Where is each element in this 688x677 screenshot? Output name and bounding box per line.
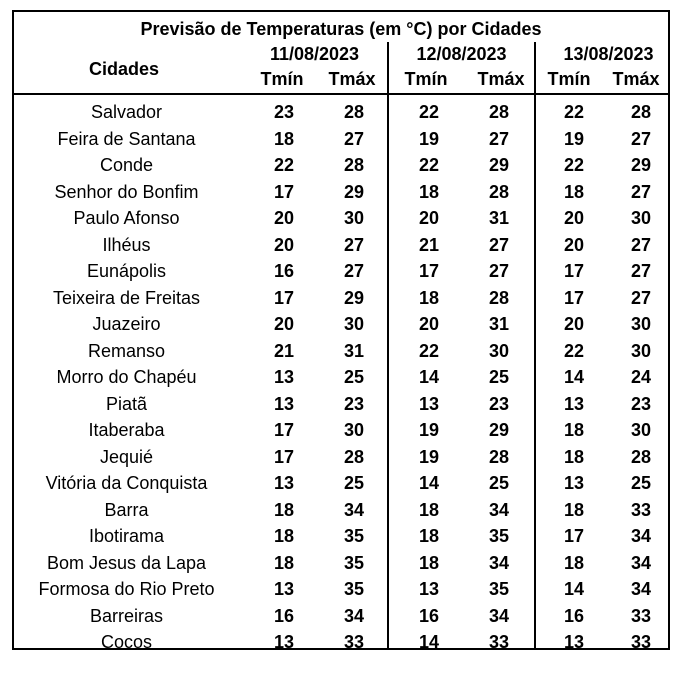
tmax-cell: 34 <box>630 579 652 599</box>
tmin-cell: 14 <box>563 579 585 599</box>
tmax-cell: 34 <box>488 552 510 573</box>
tmax-cell: 25 <box>488 473 510 493</box>
tmin-cell: 18 <box>273 499 295 520</box>
city-name: Juazeiro <box>92 314 161 334</box>
tmin-cell: 20 <box>273 314 295 334</box>
tmax-cell: 27 <box>630 181 652 202</box>
tmin-cell: 19 <box>418 128 440 149</box>
tmin-cell: 22 <box>563 340 585 361</box>
table-row <box>14 497 668 524</box>
header-date-3: 13/08/2023 <box>563 44 654 64</box>
tmax-cell: 30 <box>630 314 652 334</box>
tmax-cell: 30 <box>630 340 652 361</box>
tmax-cell: 28 <box>630 446 652 467</box>
city-name: Senhor do Bonfim <box>54 181 199 202</box>
tmin-cell: 14 <box>563 367 585 387</box>
table-row <box>14 338 668 365</box>
tmin-cell: 13 <box>273 393 295 414</box>
header-tmin-1: Tmín <box>260 69 304 89</box>
table-row <box>14 285 668 312</box>
tmax-cell: 30 <box>343 314 365 334</box>
city-name: Barra <box>104 499 149 520</box>
tmax-cell: 28 <box>343 102 365 122</box>
city-name: Salvador <box>90 102 163 122</box>
tmax-cell: 27 <box>343 261 365 281</box>
tmax-cell: 34 <box>343 499 365 520</box>
tmin-cell: 17 <box>563 287 585 308</box>
tmax-cell: 25 <box>488 367 510 387</box>
tmax-cell: 35 <box>343 552 365 573</box>
header-tmax-3: Tmáx <box>612 69 660 89</box>
tmin-cell: 22 <box>418 155 440 175</box>
tmax-cell: 27 <box>488 128 510 149</box>
tmin-cell: 18 <box>273 526 295 546</box>
tmin-cell: 13 <box>563 632 585 652</box>
tmax-cell: 27 <box>630 234 652 255</box>
tmax-cell: 34 <box>488 605 510 626</box>
tmin-cell: 18 <box>273 128 295 149</box>
table-row <box>14 311 668 338</box>
header-cities: Cidades <box>88 59 160 79</box>
tmin-cell: 20 <box>418 208 440 228</box>
city-name: Ibotirama <box>88 526 165 546</box>
tmin-cell: 19 <box>418 420 440 440</box>
tmin-cell: 18 <box>418 287 440 308</box>
tmax-cell: 33 <box>488 632 510 652</box>
tmin-cell: 18 <box>563 499 585 520</box>
table-row <box>14 179 668 206</box>
tmax-cell: 25 <box>630 473 652 493</box>
table-row <box>14 444 668 471</box>
tmax-cell: 30 <box>630 420 652 440</box>
header-date-1: 11/08/2023 <box>269 44 360 64</box>
city-name: Ilhéus <box>102 234 151 255</box>
tmax-cell: 29 <box>343 181 365 202</box>
tmax-cell: 23 <box>343 393 365 414</box>
tmax-cell: 27 <box>343 128 365 149</box>
tmax-cell: 29 <box>488 420 510 440</box>
tmax-cell: 28 <box>343 155 365 175</box>
tmin-cell: 16 <box>273 605 295 626</box>
tmax-cell: 23 <box>488 393 510 414</box>
tmin-cell: 20 <box>418 314 440 334</box>
city-name: Vitória da Conquista <box>45 473 208 493</box>
tmin-cell: 21 <box>418 234 440 255</box>
tmin-cell: 17 <box>273 287 295 308</box>
tmin-cell: 18 <box>418 499 440 520</box>
tmin-cell: 18 <box>418 526 440 546</box>
city-name: Paulo Afonso <box>73 208 180 228</box>
header-divider <box>14 93 668 95</box>
tmin-cell: 20 <box>563 208 585 228</box>
tmin-cell: 22 <box>418 102 440 122</box>
tmin-cell: 19 <box>563 128 585 149</box>
tmin-cell: 13 <box>273 579 295 599</box>
tmin-cell: 18 <box>563 420 585 440</box>
table-row <box>14 205 668 232</box>
city-name: Bom Jesus da Lapa <box>46 552 207 573</box>
tmax-cell: 35 <box>343 579 365 599</box>
tmax-cell: 27 <box>630 261 652 281</box>
tmax-cell: 35 <box>488 579 510 599</box>
table-row <box>14 417 668 444</box>
city-name: Morro do Chapéu <box>56 367 197 387</box>
tmax-cell: 28 <box>343 446 365 467</box>
tmax-cell: 23 <box>630 393 652 414</box>
tmin-cell: 20 <box>563 314 585 334</box>
tmin-cell: 17 <box>273 181 295 202</box>
tmax-cell: 30 <box>343 420 365 440</box>
tmin-cell: 14 <box>418 367 440 387</box>
tmax-cell: 30 <box>630 208 652 228</box>
tmax-cell: 25 <box>343 367 365 387</box>
tmin-cell: 18 <box>418 181 440 202</box>
city-name: Cocos <box>100 632 153 652</box>
tmin-cell: 17 <box>563 526 585 546</box>
tmin-cell: 22 <box>273 155 295 175</box>
tmin-cell: 20 <box>273 234 295 255</box>
city-name: Conde <box>99 155 154 175</box>
tmin-cell: 13 <box>273 367 295 387</box>
tmax-cell: 33 <box>343 632 365 652</box>
table-row <box>14 629 668 656</box>
tmin-cell: 17 <box>418 261 440 281</box>
tmin-cell: 23 <box>273 102 295 122</box>
tmin-cell: 17 <box>273 446 295 467</box>
table-row <box>14 603 668 630</box>
city-name: Remanso <box>87 340 166 361</box>
header-tmin-2: Tmín <box>404 69 448 89</box>
tmax-cell: 27 <box>343 234 365 255</box>
tmax-cell: 28 <box>488 181 510 202</box>
tmax-cell: 33 <box>630 605 652 626</box>
table-row <box>14 232 668 259</box>
tmax-cell: 28 <box>488 287 510 308</box>
table-row <box>14 391 668 418</box>
tmax-cell: 29 <box>343 287 365 308</box>
tmax-cell: 28 <box>488 446 510 467</box>
tmax-cell: 27 <box>488 261 510 281</box>
tmax-cell: 31 <box>343 340 365 361</box>
table-row <box>14 550 668 577</box>
tmax-cell: 28 <box>630 102 652 122</box>
tmin-cell: 13 <box>563 393 585 414</box>
table-title: Previsão de Temperaturas (em °C) por Cidades <box>140 19 542 39</box>
table-row <box>14 126 668 153</box>
tmin-cell: 13 <box>563 473 585 493</box>
header-date-2: 12/08/2023 <box>416 44 507 64</box>
tmin-cell: 16 <box>273 261 295 281</box>
tmax-cell: 25 <box>343 473 365 493</box>
table-body <box>14 99 668 656</box>
tmin-cell: 18 <box>563 552 585 573</box>
header-tmax-1: Tmáx <box>328 69 376 89</box>
city-name: Teixeira de Freitas <box>52 287 201 308</box>
tmax-cell: 29 <box>630 155 652 175</box>
city-name: Feira de Santana <box>57 128 196 149</box>
city-name: Barreiras <box>89 605 164 626</box>
table-row <box>14 99 668 126</box>
tmin-cell: 16 <box>418 605 440 626</box>
city-name: Itaberaba <box>88 420 165 440</box>
city-name: Jequié <box>99 446 154 467</box>
tmax-cell: 35 <box>488 526 510 546</box>
tmax-cell: 24 <box>630 367 652 387</box>
tmax-cell: 34 <box>343 605 365 626</box>
tmax-cell: 34 <box>630 526 652 546</box>
tmin-cell: 22 <box>563 102 585 122</box>
tmin-cell: 14 <box>418 632 440 652</box>
tmin-cell: 17 <box>273 420 295 440</box>
tmin-cell: 20 <box>273 208 295 228</box>
tmax-cell: 27 <box>488 234 510 255</box>
tmax-cell: 31 <box>488 314 510 334</box>
tmin-cell: 18 <box>273 552 295 573</box>
table-row <box>14 364 668 391</box>
tmax-cell: 34 <box>488 499 510 520</box>
tmin-cell: 14 <box>418 473 440 493</box>
table-row <box>14 470 668 497</box>
tmin-cell: 16 <box>563 605 585 626</box>
table-row <box>14 523 668 550</box>
tmax-cell: 33 <box>630 632 652 652</box>
tmax-cell: 34 <box>630 552 652 573</box>
table-row <box>14 152 668 179</box>
tmax-cell: 27 <box>630 128 652 149</box>
table-row <box>14 576 668 603</box>
tmin-cell: 18 <box>563 446 585 467</box>
table-row <box>14 258 668 285</box>
tmin-cell: 13 <box>273 632 295 652</box>
tmin-cell: 17 <box>563 261 585 281</box>
city-name: Formosa do Rio Preto <box>38 579 215 599</box>
tmax-cell: 33 <box>630 499 652 520</box>
city-name: Eunápolis <box>86 261 167 281</box>
tmax-cell: 28 <box>488 102 510 122</box>
tmin-cell: 22 <box>563 155 585 175</box>
tmin-cell: 13 <box>418 579 440 599</box>
tmax-cell: 27 <box>630 287 652 308</box>
tmin-cell: 22 <box>418 340 440 361</box>
tmax-cell: 31 <box>488 208 510 228</box>
forecast-table <box>12 10 670 650</box>
tmin-cell: 19 <box>418 446 440 467</box>
tmax-cell: 35 <box>343 526 365 546</box>
tmin-cell: 20 <box>563 234 585 255</box>
header-tmax-2: Tmáx <box>477 69 525 89</box>
tmin-cell: 18 <box>418 552 440 573</box>
tmax-cell: 30 <box>343 208 365 228</box>
tmin-cell: 21 <box>273 340 295 361</box>
header-tmin-3: Tmín <box>547 69 591 89</box>
tmax-cell: 30 <box>488 340 510 361</box>
tmin-cell: 13 <box>273 473 295 493</box>
city-name: Piatã <box>105 393 148 414</box>
tmax-cell: 29 <box>488 155 510 175</box>
tmin-cell: 18 <box>563 181 585 202</box>
tmin-cell: 13 <box>418 393 440 414</box>
